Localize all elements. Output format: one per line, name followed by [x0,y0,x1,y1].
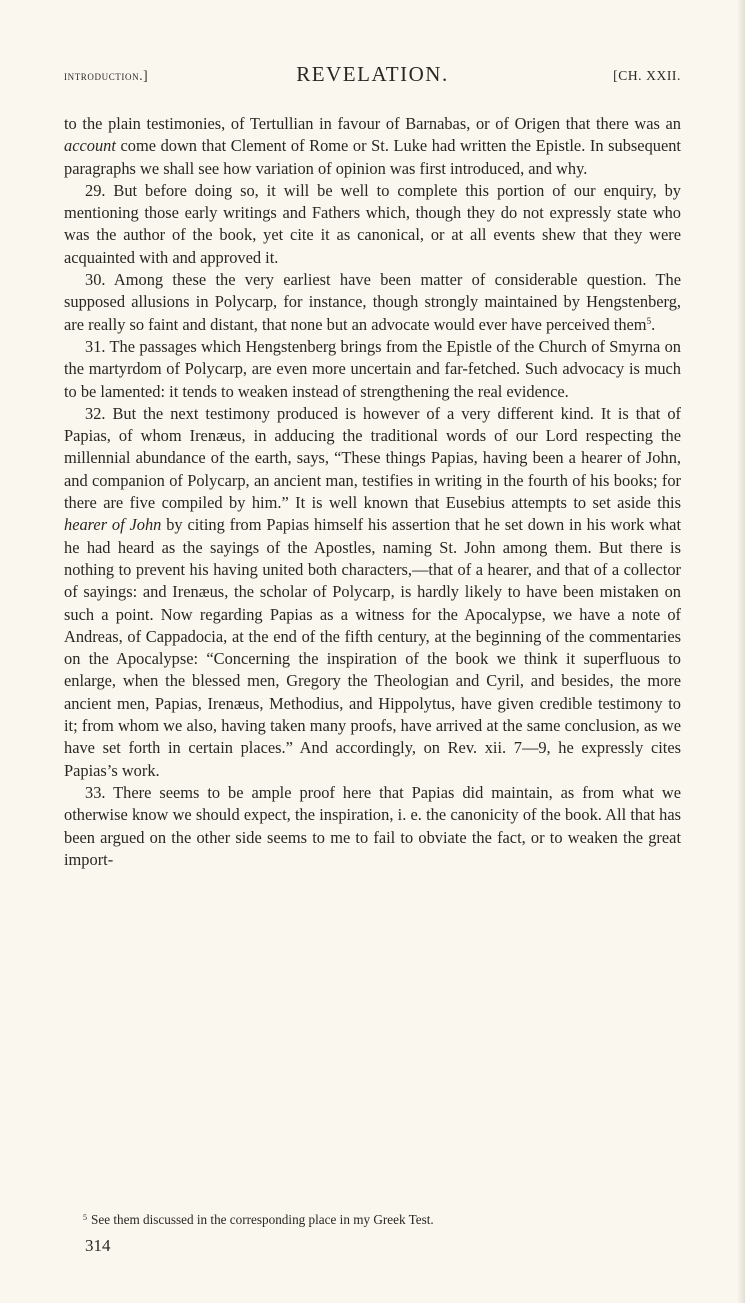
paragraph-text: 33. There seems to be ample proof here that Papias did maintain, as from what we otherwise know we should expect, the inspiration, i. e. the canonicity of the book. All that has been argued on the other side seems to me to fail to obviate the fact, or to weaken the great import- [64,782,681,869]
paragraph-text: 32. But the next testimony produced is however of a very different kind. It is that of Papias, of whom Irenæus, in adducing the traditional words of our Lord respecting the millennial abundance of the earth, says, “These things Papias, having been a hearer of John, and companion of Polycarp, an ancient man, testifies in writing in the fourth of his books; for there are five compiled by him.” It is well known that Eusebius attempts to set aside this [64,403,681,513]
header-section-label: introduction.] [64,68,149,83]
paragraph-text: to the plain testimonies, of Tertullian in favour of Barnabas, or of Origen that there was an [64,114,681,133]
footnote-reference: 5 [646,315,652,326]
paragraph-text: 31. The passages which Hengstenberg brings from the Epistle of the Church of Smyrna on the martyrdom of Polycarp, are even more uncertain and far-fetched. Such advocacy is much to be lamented: it tends to weaken instead of strengthening the real evidence. [64,336,681,401]
paragraph-31 [64,336,681,403]
paragraph-text: 29. But before doing so, it will be well to complete this portion of our enquiry, by mentioning those early writings and Fathers which, though they do not expressly state who was the author of the book, yet cite it as canonical, or at all events shew that they were acquainted with and approved it. [64,180,681,267]
paragraph-text: come down that Clement of Rome or St. Luke had written the Epistle. In subsequent paragraphs we shall see how variation of opinion was first introduced, and why. [64,136,681,178]
footnote-text: See them discussed in the corresponding place in my Greek Test. [91,1212,434,1227]
paragraph-32 [64,403,681,782]
header-title: REVELATION. [296,62,449,86]
header-chapter-label: [CH. XXII. [613,68,681,83]
body-text [64,113,681,871]
running-header [64,62,681,90]
page-number: 314 [85,1236,111,1255]
paragraph-text: 30. Among these the very earliest have been matter of considerable question. The supposed allusions in Polycarp, for instance, though strongly maintained by Hengstenberg, are really so faint and distant, that none but an advocate would ever have perceived them [64,270,681,334]
paragraph-text: by citing from Papias himself his assertion that he set down in his work what he had heard as the sayings of the Apostles, naming St. John among them. But there is nothing to prevent his having united both characters,—that of a hearer, and that of a collector of sayings: and Irenæus, the scholar of Polycarp, is hardly likely to have been mistaken on such a point. Now regarding Papias as a witness for the Apocalypse, we have a note of Andreas, of Cappadocia, at the end of the fifth century, at the beginning of the commentaries on the Apocalypse: “Concerning the inspiration of the book we think it superfluous to enlarge, when the blessed men, Gregory the Theologian and Cyril, and besides, the more ancient men, Papias, Irenæus, Methodius, and Hippolytus, have given credible testimony to it; from whom we also, having taken many proofs, have arrived at the same conclusion, as we have set forth in certain places.” And accordingly, on Rev. xii. 7—9, he expressly cites Papias’s work. [64,515,681,780]
emphasis-text: account [64,136,116,156]
footnote-mark: 5 [83,1213,87,1222]
emphasis-text: hearer of John [64,515,162,535]
paragraph-text: . [651,314,656,334]
paragraph-29 [64,180,681,269]
paragraph-33 [64,782,681,871]
page-edge-shadow [737,0,745,1303]
footnote [83,1211,683,1229]
paragraph-30 [64,269,681,336]
paragraph-continuation [64,113,681,180]
